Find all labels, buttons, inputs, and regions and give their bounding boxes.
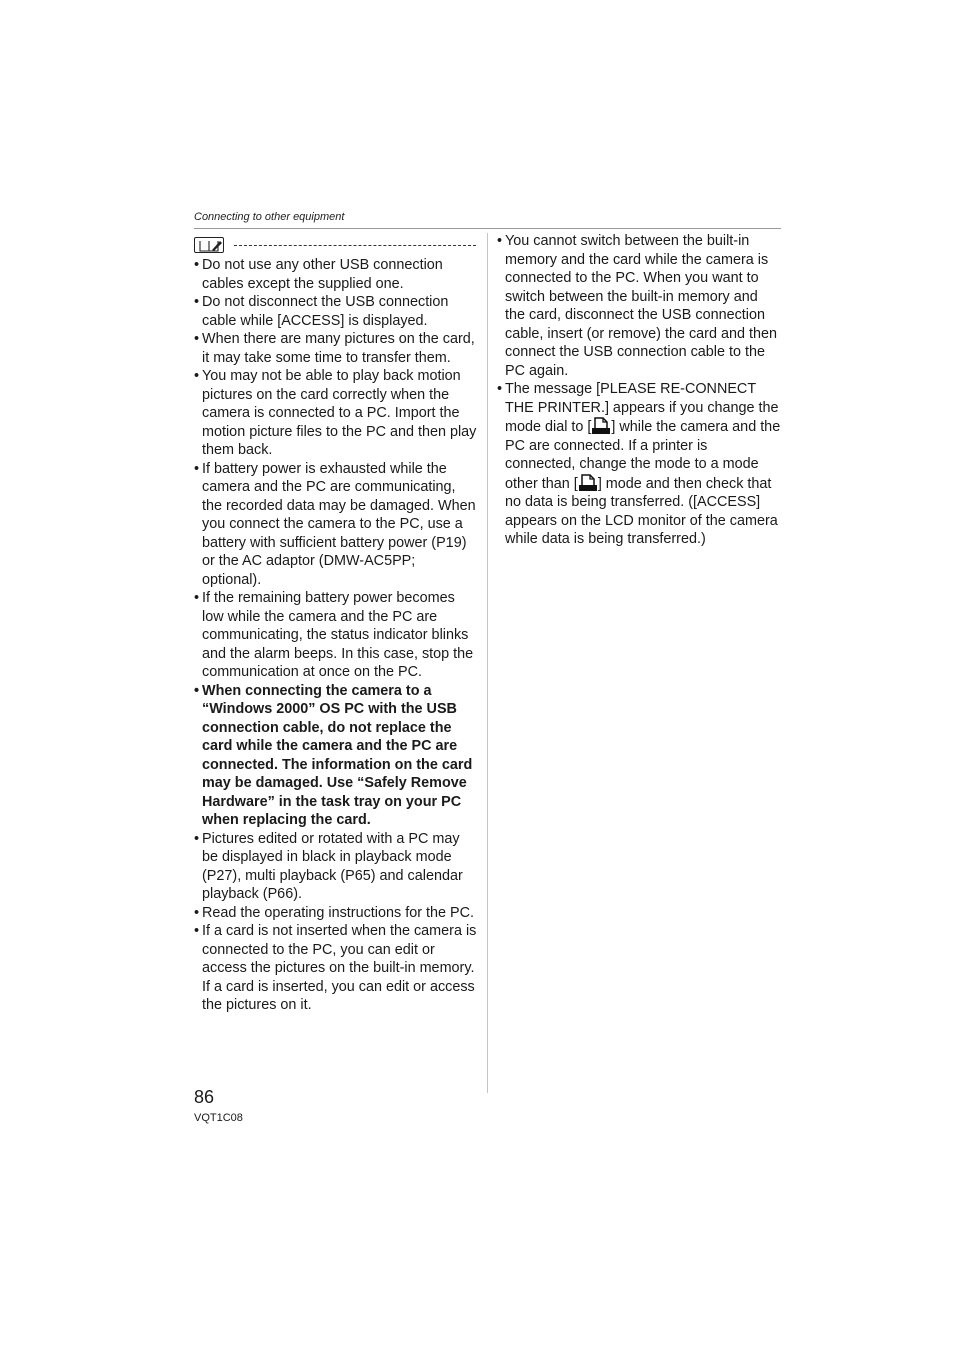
list-item	[194, 293, 478, 330]
bullet: •	[497, 233, 503, 249]
left-column	[194, 256, 478, 1015]
list-item	[194, 830, 478, 904]
list-item	[194, 460, 478, 590]
item-text: ] while the camera and the PC are connected. If a printer is connected, change the mode to a mode other than [	[505, 419, 781, 492]
list-item	[194, 367, 478, 460]
bullet: •	[497, 381, 503, 397]
bullet: •	[194, 331, 200, 347]
bullet: •	[194, 904, 200, 921]
header-rule	[194, 228, 781, 229]
list-item	[194, 256, 478, 293]
item-text: You may not be able to play back motion pictures on the card correctly when the camera is connected to a PC. Import the motion picture files to the PC and then play them back.	[202, 368, 477, 458]
document-code: VQT1C08	[194, 1112, 243, 1124]
note-heading	[194, 237, 476, 255]
section-header: Connecting to other equipment	[194, 211, 345, 223]
note-icon	[194, 237, 224, 253]
item-text: When connecting the camera to a “Windows 2000” OS PC with the USB connection cable, do not replace the card while the camera and the PC are connected. The information on the card may be damaged. Use “Safely Remove Hardware” in the task tray on your PC when replacing the card.	[202, 682, 473, 828]
right-column	[497, 232, 781, 549]
item-text: When there are many pictures on the card, it may take some time to transfer them.	[202, 331, 475, 366]
print-mode-icon	[578, 474, 598, 492]
list-item	[497, 232, 781, 380]
page-number: 86	[194, 1087, 215, 1107]
list-item	[194, 904, 478, 923]
item-text: The message [PLEASE RE-CONNECT THE PRINTER.] appears if you change the mode dial to [	[505, 381, 779, 435]
item-text: Pictures edited or rotated with a PC may be displayed in black in playback mode (P27), multi playback (P65) and calendar playback (P66).	[202, 830, 463, 902]
bullet: •	[194, 257, 200, 273]
item-text: If a card is not inserted when the camera is connected to the PC, you can edit or access the pictures on the built-in memory. If a card is inserted, you can edit or access the pictures on it.	[202, 923, 477, 1013]
print-mode-icon	[591, 417, 611, 435]
bullet: •	[194, 590, 200, 606]
bullet: •	[194, 294, 200, 310]
list-item	[194, 682, 478, 830]
list-item	[194, 330, 478, 367]
item-text: You cannot switch between the built-in memory and the card while the camera is connected to the PC. When you want to switch between the built-in memory and the card, disconnect the USB connection cable, insert (or remove) the card and then connect the USB connection cable to the PC again.	[505, 233, 777, 379]
column-divider	[487, 233, 488, 1093]
list-item	[497, 380, 781, 549]
bullet: •	[194, 368, 200, 384]
list-item	[194, 922, 478, 1015]
list-item	[194, 589, 478, 682]
bullet: •	[194, 682, 200, 699]
item-text: Do not disconnect the USB connection cable while [ACCESS] is displayed.	[202, 294, 449, 329]
item-text: ] mode and then check that no data is being transferred. ([ACCESS] appears on the LCD monitor of the camera while data is being transferred.)	[505, 475, 778, 547]
item-text: If battery power is exhausted while the camera and the PC are communicating, the recorded data may be damaged. When you connect the camera to the PC, use a battery with sufficient battery power (P19) or the AC adaptor (DMW-AC5PP; optional).	[202, 460, 476, 588]
bullet: •	[194, 923, 200, 939]
bullet: •	[194, 830, 200, 847]
item-text: Read the operating instructions for the PC.	[202, 904, 474, 921]
note-dash-line	[234, 245, 476, 246]
bullet: •	[194, 460, 200, 477]
item-text: If the remaining battery power becomes low while the camera and the PC are communicating, the status indicator blinks and the alarm beeps. In this case, stop the communication at once on the PC.	[202, 590, 474, 680]
item-text: Do not use any other USB connection cables except the supplied one.	[202, 257, 443, 292]
